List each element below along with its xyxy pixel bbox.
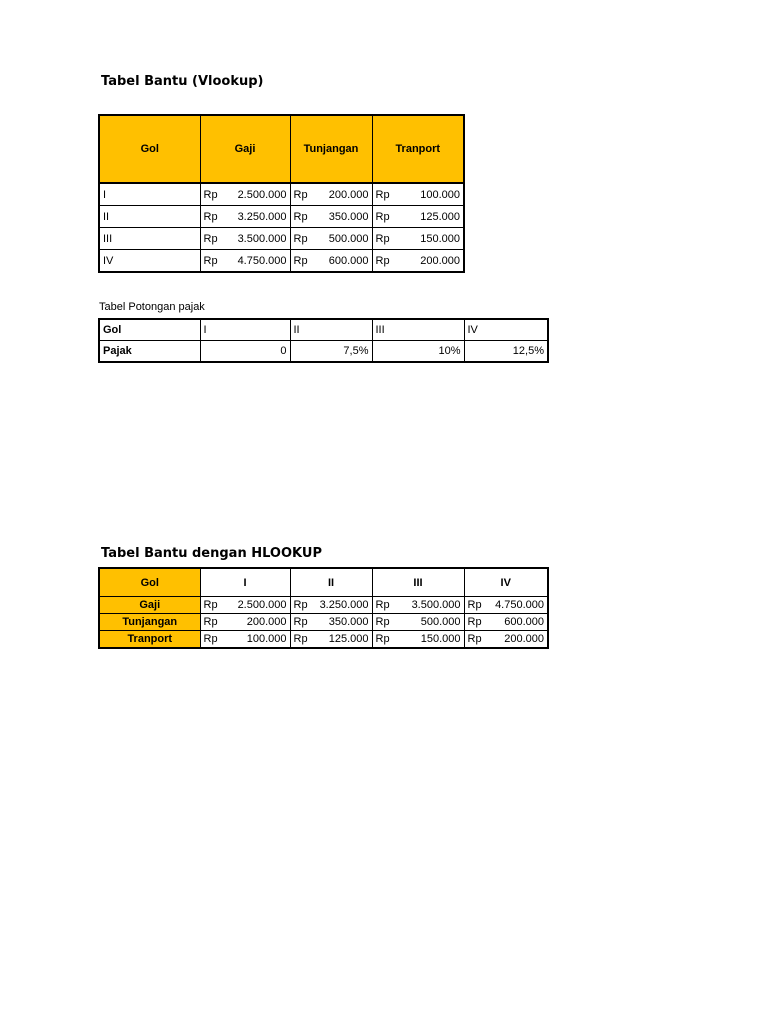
table-row: [99, 568, 548, 597]
currency-label: Rp: [203, 188, 218, 201]
currency-label: Rp: [293, 232, 308, 245]
tranport-value: 150.000: [420, 232, 460, 245]
tunjangan-cell: [290, 250, 372, 273]
hlookup-row-label-gaji: Gaji: [99, 597, 200, 614]
gaji-cell: [200, 228, 290, 250]
pajak-gol-cell: II: [290, 319, 372, 341]
currency-label: Rp: [375, 210, 390, 223]
cell-value: 125.000: [328, 633, 369, 645]
currency-label: Rp: [467, 599, 482, 611]
table-row: [99, 206, 464, 228]
vlookup-header-tranport: Tranport: [372, 115, 464, 183]
currency-label: Rp: [203, 633, 218, 645]
currency-label: Rp: [375, 232, 390, 245]
gaji-value: 4.750.000: [237, 254, 287, 267]
pajak-gol-cell: IV: [464, 319, 548, 341]
cell-value: 200.000: [246, 616, 287, 628]
vlookup-title: Tabel Bantu (Vlookup): [101, 74, 264, 89]
currency-label: Rp: [203, 254, 218, 267]
tranport-value: 125.000: [420, 210, 460, 223]
pajak-title: Tabel Potongan pajak: [99, 301, 205, 313]
tunjangan-cell: [290, 206, 372, 228]
table-row: [99, 250, 464, 273]
value-cell: [200, 631, 290, 649]
pajak-value-cell: 7,5%: [290, 341, 372, 363]
currency-label: Rp: [293, 188, 308, 201]
tranport-cell: [372, 250, 464, 273]
hlookup-col-header: I: [200, 568, 290, 597]
cell-value: 200.000: [504, 633, 544, 645]
gaji-value: 3.250.000: [237, 210, 287, 223]
currency-label: Rp: [375, 254, 390, 267]
hlookup-col-header: II: [290, 568, 372, 597]
tranport-value: 100.000: [420, 188, 460, 201]
currency-label: Rp: [203, 599, 218, 611]
tranport-cell: [372, 206, 464, 228]
cell-value: 500.000: [420, 616, 461, 628]
tranport-cell: [372, 183, 464, 206]
tunjangan-cell: [290, 183, 372, 206]
cell-value: 150.000: [420, 633, 461, 645]
currency-label: Rp: [467, 616, 482, 628]
tunjangan-cell: [290, 228, 372, 250]
cell-value: 4.750.000: [495, 599, 544, 611]
gaji-cell: [200, 183, 290, 206]
pajak-table: [98, 318, 549, 363]
value-cell: [290, 597, 372, 614]
gaji-value: 2.500.000: [237, 188, 287, 201]
currency-label: Rp: [203, 210, 218, 223]
value-cell: [464, 614, 548, 631]
tunjangan-value: 600.000: [328, 254, 369, 267]
pajak-gol-cell: I: [200, 319, 290, 341]
hlookup-title: Tabel Bantu dengan HLOOKUP: [101, 546, 322, 561]
vlookup-table: [98, 114, 465, 273]
currency-label: Rp: [293, 254, 308, 267]
value-cell: [290, 614, 372, 631]
value-cell: [464, 597, 548, 614]
currency-label: Rp: [203, 232, 218, 245]
pajak-gol-cell: III: [372, 319, 464, 341]
pajak-label: Pajak: [99, 341, 200, 363]
gaji-cell: [200, 250, 290, 273]
hlookup-row-label-tunjangan: Tunjangan: [99, 614, 200, 631]
cell-value: 100.000: [246, 633, 287, 645]
vlookup-header-gol: Gol: [99, 115, 200, 183]
hlookup-table: [98, 567, 549, 649]
value-cell: [372, 631, 464, 649]
tunjangan-value: 200.000: [328, 188, 369, 201]
tranport-value: 200.000: [420, 254, 460, 267]
table-row: [99, 614, 548, 631]
hlookup-col-header: III: [372, 568, 464, 597]
value-cell: [200, 614, 290, 631]
table-row: [99, 228, 464, 250]
value-cell: [290, 631, 372, 649]
cell-value: 600.000: [504, 616, 544, 628]
cell-value: 3.250.000: [319, 599, 369, 611]
cell-value: 3.500.000: [411, 599, 461, 611]
value-cell: [464, 631, 548, 649]
gaji-cell: [200, 206, 290, 228]
tranport-cell: [372, 228, 464, 250]
currency-label: Rp: [293, 599, 308, 611]
value-cell: [200, 597, 290, 614]
vlookup-header-gaji: Gaji: [200, 115, 290, 183]
table-row: [99, 631, 548, 649]
hlookup-corner-gol: Gol: [99, 568, 200, 597]
table-row: [99, 319, 548, 341]
pajak-value-cell: 0: [200, 341, 290, 363]
currency-label: Rp: [467, 633, 482, 645]
pajak-gol-label: Gol: [99, 319, 200, 341]
pajak-value-cell: 12,5%: [464, 341, 548, 363]
currency-label: Rp: [203, 616, 218, 628]
value-cell: [372, 597, 464, 614]
currency-label: Rp: [375, 633, 390, 645]
hlookup-col-header: IV: [464, 568, 548, 597]
value-cell: [372, 614, 464, 631]
currency-label: Rp: [293, 616, 308, 628]
pajak-value-cell: 10%: [372, 341, 464, 363]
gol-cell: III: [99, 228, 200, 250]
currency-label: Rp: [375, 616, 390, 628]
hlookup-row-label-tranport: Tranport: [99, 631, 200, 649]
gol-cell: IV: [99, 250, 200, 273]
gol-cell: I: [99, 183, 200, 206]
currency-label: Rp: [293, 210, 308, 223]
gaji-value: 3.500.000: [237, 232, 287, 245]
currency-label: Rp: [375, 599, 390, 611]
tunjangan-value: 350.000: [328, 210, 369, 223]
currency-label: Rp: [375, 188, 390, 201]
currency-label: Rp: [293, 633, 308, 645]
table-row: [99, 341, 548, 363]
gol-cell: II: [99, 206, 200, 228]
cell-value: 350.000: [328, 616, 369, 628]
vlookup-header-tunjangan: Tunjangan: [290, 115, 372, 183]
cell-value: 2.500.000: [237, 599, 287, 611]
table-row: [99, 183, 464, 206]
tunjangan-value: 500.000: [328, 232, 369, 245]
table-row: [99, 597, 548, 614]
